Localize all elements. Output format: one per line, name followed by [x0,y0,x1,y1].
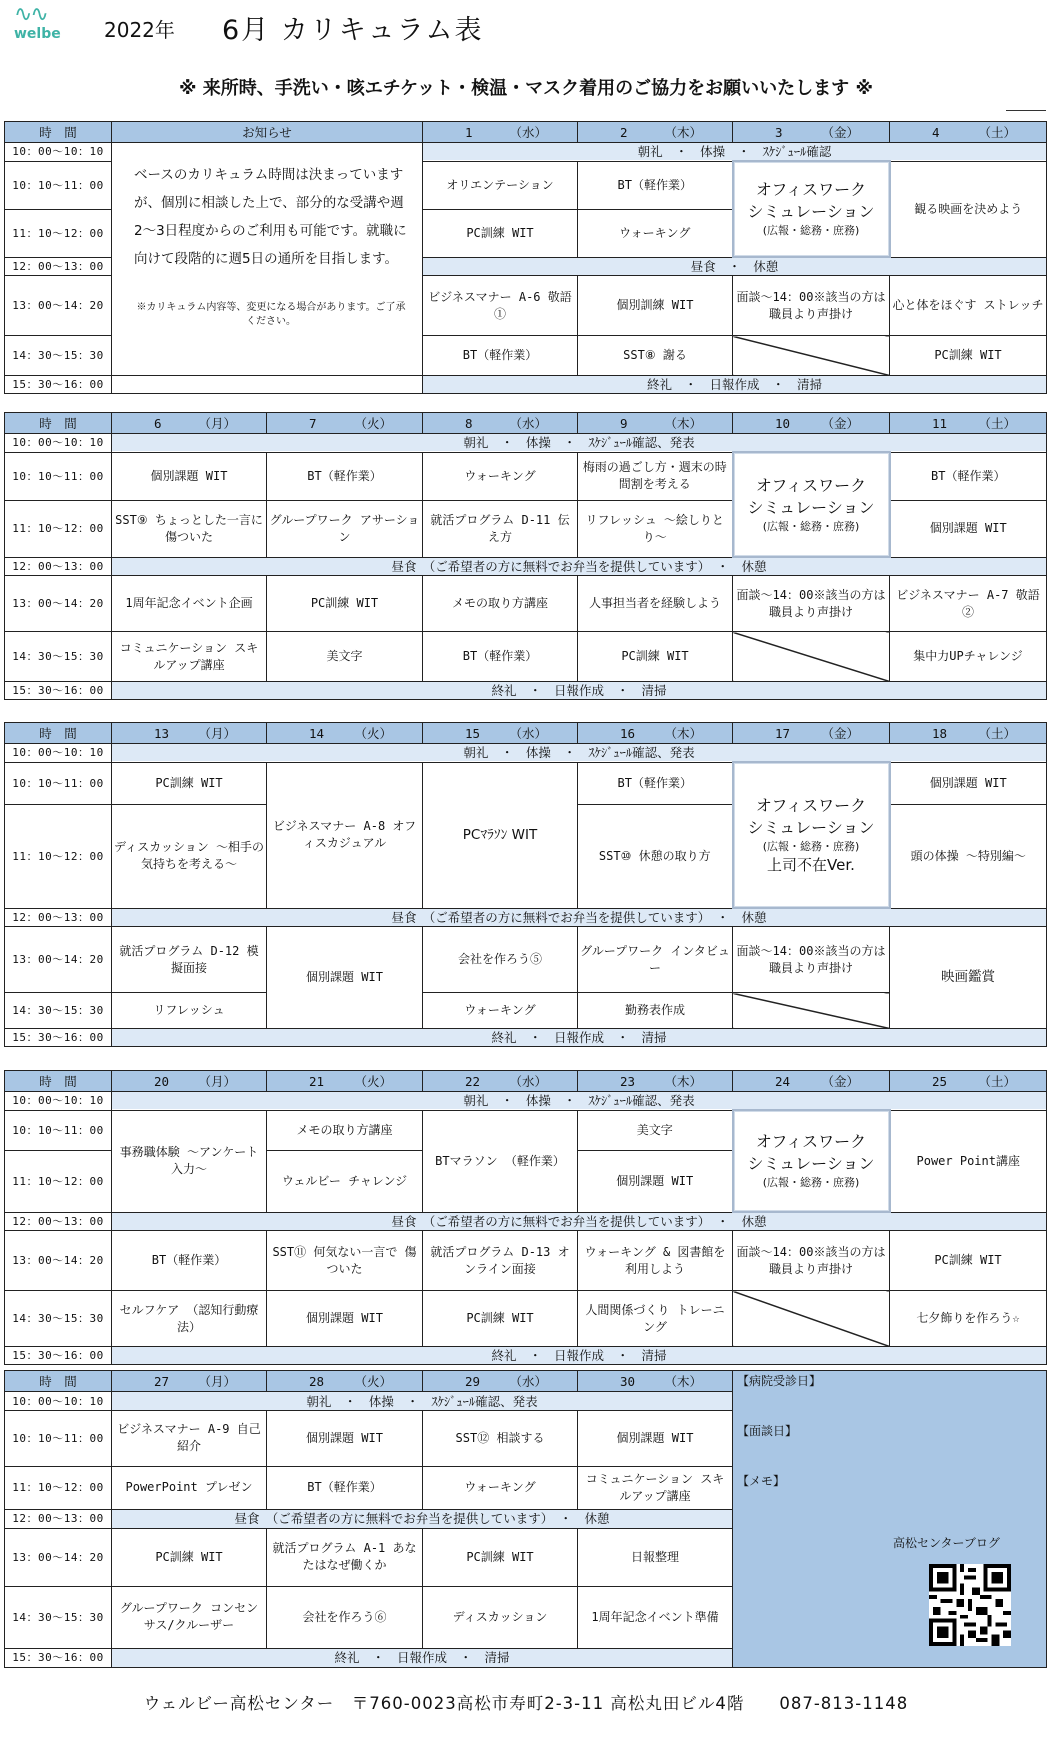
lesson-cell: 観る映画を決めよう [890,161,1047,257]
lesson-cell: セルフケア （認知行動療法） [112,1291,267,1347]
day-header: 2 （木） [578,122,733,143]
lunch-band: 昼食 （ご希望者の方に無料でお弁当を提供しています） ・ 休憩 [112,1212,1047,1231]
lesson-cell: BT（軽作業） [578,762,733,804]
time-cell: 10：00～10：10 [5,744,112,763]
interview-cell: 面談～14：00※該当の方は職員より声掛け [733,576,890,632]
lesson-cell: SST⑧ 謝る [578,336,733,376]
lesson-cell: 日報整理 [578,1528,733,1586]
lesson-cell: 頭の体操 ～特別編～ [890,804,1047,908]
interview-cell: 面談～14：00※該当の方は職員より声掛け [733,1231,890,1291]
time-cell: 15：30～16：00 [5,1648,112,1667]
lesson-cell: BT（軽作業） [423,336,578,376]
office-sim-cell: オフィスワーク シミュレーション (広報・総務・庶務) [733,1110,890,1212]
welbe-logo [10,2,66,42]
lesson-cell: リフレッシュ [112,993,267,1029]
time-cell: 12：00～13：00 [5,557,112,576]
lesson-cell: ディスカッション ～相手の気持ちを考える～ [112,804,267,908]
end-band: 終礼 ・ 日報作成 ・ 清掃 [112,1029,1047,1047]
lesson-cell: メモの取り方講座 [423,576,578,632]
week-2-table [4,412,1047,700]
time-cell: 15：30～16：00 [5,1347,112,1365]
lesson-cell: PCﾏﾗｿﾝ WIT [423,762,578,908]
day-header: 8 （水） [423,413,578,434]
lesson-cell: SST⑨ ちょっとした一言に傷ついた [112,500,267,557]
lesson-cell: 個別課題 WIT [112,452,267,500]
qr-code-icon[interactable] [929,1564,1011,1646]
day-header: 22 （水） [423,1071,578,1092]
day-header: 29 （水） [423,1371,578,1392]
lesson-cell: PC訓練 WIT [423,1528,578,1586]
lesson-cell: PC訓練 WIT [890,336,1047,376]
lesson-cell: ウェルビー チャレンジ [267,1150,423,1212]
lesson-cell: 心と体をほぐす ストレッチ [890,276,1047,336]
lesson-cell: ウォーキング [578,209,733,257]
day-header: 30 （木） [578,1371,733,1392]
week-4-table [4,1070,1047,1365]
lesson-cell: コミュニケーション スキルアップ講座 [578,1466,733,1510]
lesson-cell: 個別課題 WIT [890,500,1047,557]
day-header: 17 （金） [733,723,890,744]
interview-day-label: 【面談日】 [737,1424,798,1438]
lesson-cell: 梅雨の過ごし方・週末の時間割を考える [578,452,733,500]
day-header: 23 （木） [578,1071,733,1092]
lesson-cell: 1周年記念イベント企画 [112,576,267,632]
morning-band: 朝礼 ・ 体操 ・ ｽｹｼﾞｭｰﾙ確認、発表 [112,1392,733,1410]
morning-band: 朝礼 ・ 体操 ・ ｽｹｼﾞｭｰﾙ確認、発表 [112,744,1047,763]
lesson-cell: コミュニケーション スキルアップ講座 [112,632,267,682]
lesson-cell: BTマラソン （軽作業） [423,1110,578,1212]
lesson-cell: ビジネスマナー A-6 敬語① [423,276,578,336]
day-header: 14 （火） [267,723,423,744]
end-band: 終礼 ・ 日報作成 ・ 清掃 [112,1648,733,1667]
day-header: 13 （月） [112,723,267,744]
time-cell: 10：00～10：10 [5,143,112,162]
time-cell: 14：30～15：30 [5,1291,112,1347]
time-cell: 10：10～11：00 [5,762,112,804]
lesson-cell: ディスカッション [423,1586,578,1648]
header-row [5,413,1047,434]
lunch-band: 昼食 （ご希望者の方に無料でお弁当を提供しています） ・ 休憩 [112,557,1047,576]
year-label: 2022年 [104,18,175,42]
lesson-cell: ビジネスマナー A-8 オフィスカジュアル [267,762,423,908]
header-row [5,723,1047,744]
lesson-cell: 集中力UPチャレンジ [890,632,1047,682]
office-sim-cell: オフィスワーク シミュレーション (広報・総務・庶務) 上司不在Ver. [733,762,890,908]
lesson-cell: 個別課題 WIT [267,1410,423,1466]
day-header: 15 （水） [423,723,578,744]
lesson-cell: 個別課題 WIT [890,762,1047,804]
lesson-cell: ビジネスマナー A-7 敬語② [890,576,1047,632]
empty-slash-cell [733,632,890,682]
lesson-cell: PowerPoint プレゼン [112,1466,267,1510]
lesson-cell: グループワーク アサーション [267,500,423,557]
lunch-band: 昼食 （ご希望者の方に無料でお弁当を提供しています） ・ 休憩 [112,908,1047,927]
lesson-cell: PC訓練 WIT [112,762,267,804]
time-cell: 13：00～14：20 [5,576,112,632]
lesson-cell: BT（軽作業） [423,632,578,682]
morning-band: 朝礼 ・ 体操 ・ ｽｹｼﾞｭｰﾙ確認、発表 [112,434,1047,453]
day-header: 10 （金） [733,413,890,434]
memo-label: 【メモ】 [737,1474,786,1488]
lesson-cell: 個別課題 WIT [578,1150,733,1212]
side-notes-box [733,1371,1047,1668]
time-cell: 10：10～11：00 [5,161,112,209]
lesson-cell: BT（軽作業） [112,1231,267,1291]
hospital-day-label: 【病院受診日】 [737,1374,822,1388]
time-cell: 13：00～14：20 [5,1528,112,1586]
day-header: 21 （火） [267,1071,423,1092]
time-cell: 14：30～15：30 [5,1586,112,1648]
morning-band: 朝礼 ・ 体操 ・ ｽｹｼﾞｭｰﾙ確認、発表 [112,1092,1047,1111]
time-header: 時 間 [5,122,112,143]
lesson-cell: SST⑪ 何気ない一言で 傷ついた [267,1231,423,1291]
time-header: 時 間 [5,723,112,744]
lesson-cell: 人間関係づくり トレーニング [578,1291,733,1347]
header-row [5,122,1047,143]
time-cell: 13：00～14：20 [5,276,112,336]
lesson-cell: 会社を作ろう⑥ [267,1586,423,1648]
lesson-cell: 会社を作ろう⑤ [423,927,578,993]
lesson-cell: ウォーキング [423,1466,578,1510]
time-cell: 11：10～12：00 [5,1150,112,1212]
week-3-table [4,722,1047,1047]
lesson-cell: 就活プログラム D-13 オンライン面接 [423,1231,578,1291]
time-cell: 14：30～15：30 [5,336,112,376]
lesson-cell: PC訓練 WIT [112,1528,267,1586]
time-cell: 14：30～15：30 [5,632,112,682]
week-1-table [4,121,1047,394]
time-cell: 10：10～11：00 [5,1110,112,1150]
day-header: 3 （金） [733,122,890,143]
time-header: 時 間 [5,413,112,434]
time-header: 時 間 [5,1371,112,1392]
day-header: 18 （土） [890,723,1047,744]
lesson-cell: 映画鑑賞 [890,927,1047,1029]
empty-slash-cell [733,336,890,376]
lesson-cell: 人事担当者を経験しよう [578,576,733,632]
day-header: 27 （月） [112,1371,267,1392]
lesson-cell: ウォーキング [423,452,578,500]
empty-slash-cell [733,1291,890,1347]
day-header: 11 （土） [890,413,1047,434]
office-sim-cell: オフィスワーク シミュレーション (広報・総務・庶務) [733,161,890,257]
office-sim-cell: オフィスワーク シミュレーション (広報・総務・庶務) [733,452,890,557]
lesson-cell: グループワーク インタビュー [578,927,733,993]
day-header: 9 （木） [578,413,733,434]
lesson-cell: 個別課題 WIT [267,927,423,1029]
lesson-cell: リフレッシュ ～絵しりとり～ [578,500,733,557]
divider [1006,110,1046,111]
lesson-cell: 就活プログラム D-12 模擬面接 [112,927,267,993]
time-cell: 11：10～12：00 [5,209,112,257]
lesson-cell: 勤務表作成 [578,993,733,1029]
interview-cell: 面談～14：00※該当の方は職員より声掛け [733,276,890,336]
lesson-cell: PC訓練 WIT [890,1231,1047,1291]
lunch-band: 昼食 （ご希望者の方に無料でお弁当を提供しています） ・ 休憩 [112,1510,733,1528]
logo-text: welbe [14,26,61,42]
time-header: 時 間 [5,1071,112,1092]
lesson-cell: 就活プログラム A-1 あなたはなぜ働くか [267,1528,423,1586]
lesson-cell: 美文字 [267,632,423,682]
lesson-cell: PC訓練 WIT [423,1291,578,1347]
day-header: 16 （木） [578,723,733,744]
lesson-cell: 個別訓練 WIT [578,276,733,336]
lesson-cell: SST⑩ 休憩の取り方 [578,804,733,908]
time-cell: 10：00～10：10 [5,1392,112,1410]
week-5-table [4,1370,1047,1668]
lesson-cell: BT（軽作業） [578,161,733,209]
day-header: 20 （月） [112,1071,267,1092]
time-cell: 11：10～12：00 [5,804,112,908]
day-header: 4 （土） [890,122,1047,143]
time-cell: 13：00～14：20 [5,927,112,993]
lesson-cell: PC訓練 WIT [267,576,423,632]
end-band: 終礼 ・ 日報作成 ・ 清掃 [112,682,1047,700]
day-header: 6 （月） [112,413,267,434]
time-cell: 15：30～16：00 [5,682,112,700]
day-header: 7 （火） [267,413,423,434]
time-cell: 11：10～12：00 [5,500,112,557]
lesson-cell: グループワーク コンセンサス/クルーザー [112,1586,267,1648]
day-header: 24 （金） [733,1071,890,1092]
header-row [5,1071,1047,1092]
lesson-cell: PC訓練 WIT [423,209,578,257]
lesson-cell: ウォーキング & 図書館を利用しよう [578,1231,733,1291]
time-cell: 11：10～12：00 [5,1466,112,1510]
lesson-cell: ウォーキング [423,993,578,1029]
lesson-cell: BT（軽作業） [890,452,1047,500]
wave-logo-icon: ∿∿ [14,2,47,27]
lesson-cell: 美文字 [578,1110,733,1150]
center-address-footer: ウェルビー高松センター 〒760-0023高松市寿町2-3-11 高松丸田ビル4階 087-813-1148 [143,1694,909,1713]
time-cell: 10：10～11：00 [5,452,112,500]
blog-label: 高松センターブログ [893,1536,1000,1550]
lesson-cell: 個別課題 WIT [267,1291,423,1347]
lesson-cell: ビジネスマナー A-9 自己紹介 [112,1410,267,1466]
notes-cell [112,143,423,376]
time-cell: 12：00～13：00 [5,1510,112,1528]
morning-band: 朝礼 ・ 体操 ・ ｽｹｼﾞｭｰﾙ確認 [423,143,1047,162]
lesson-cell: BT（軽作業） [267,452,423,500]
lesson-cell: BT（軽作業） [267,1466,423,1510]
empty-slash-cell [733,993,890,1029]
notice-banner: ※ 来所時、手洗い・咳エチケット・検温・マスク着用のご協力をお願いいたします ※ [179,78,873,99]
end-band: 終礼 ・ 日報作成 ・ 清掃 [423,376,1047,394]
header-row [5,1371,1047,1392]
lesson-cell: 個別課題 WIT [578,1410,733,1466]
day-header: 1 （水） [423,122,578,143]
time-cell: 12：00～13：00 [5,257,112,276]
lunch-band: 昼食 ・ 休憩 [423,257,1047,276]
lesson-cell: 1周年記念イベント準備 [578,1586,733,1648]
time-cell: 15：30～16：00 [5,1029,112,1047]
time-cell: 14：30～15：30 [5,993,112,1029]
lesson-cell: オリエンテーション [423,161,578,209]
lesson-cell: 七夕飾りを作ろう☆ [890,1291,1047,1347]
time-cell: 10：00～10：10 [5,434,112,453]
day-header: 28 （火） [267,1371,423,1392]
notice-header: お知らせ [112,122,423,143]
time-cell: 10：00～10：10 [5,1092,112,1111]
day-header: 25 （土） [890,1071,1047,1092]
time-cell: 12：00～13：00 [5,908,112,927]
lesson-cell: Power Point講座 [890,1110,1047,1212]
time-cell: 13：00～14：20 [5,1231,112,1291]
lesson-cell: 事務職体験 ～アンケート入力～ [112,1110,267,1212]
time-cell: 10：10～11：00 [5,1410,112,1466]
end-band: 終礼 ・ 日報作成 ・ 清掃 [112,1347,1047,1365]
time-cell: 12：00～13：00 [5,1212,112,1231]
notes-subtext: ※カリキュラム内容等、変更になる場合があります。ご了承ください。 [136,302,406,327]
lesson-cell: PC訓練 WIT [578,632,733,682]
time-cell: 15：30～16：00 [5,376,112,394]
notes-text: ベースのカリキュラム時間は決まっていますが、個別に相談した上で、部分的な受講や週2～3日程度からのご利用も可能です。就職に向けて段階的に週5日の通所を目指します。 [134,167,407,267]
lesson-cell: 就活プログラム D-11 伝え方 [423,500,578,557]
interview-cell: 面談～14：00※該当の方は職員より声掛け [733,927,890,993]
page-title: 6月 カリキュラム表 [222,15,484,46]
lesson-cell: SST⑫ 相談する [423,1410,578,1466]
lesson-cell: メモの取り方講座 [267,1110,423,1150]
